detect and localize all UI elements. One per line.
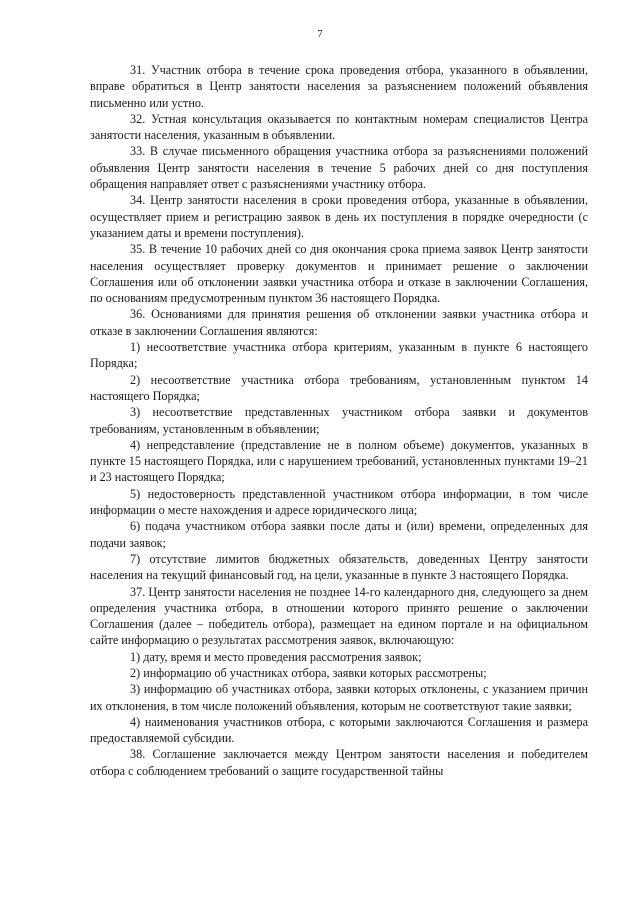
- list-item-37-1: 1) дату, время и место проведения рассмотрения заявок;: [130, 649, 422, 664]
- paragraph-37: 37. Центр занятости населения не позднее 14-го календарного дня, следующего за днем определения участника отбора, в отношении которого принято решение о заключении Соглашения (далее – победитель отбора), размещает на едином портале и на официальном сайте информацию о результатах рассмотрения заявок, включающую:: [90, 584, 588, 648]
- page-number: 7: [317, 28, 323, 40]
- paragraph-31: 31. Участник отбора в течение срока проведения отбора, указанного в объявлении, вправе обратиться в Центр занятости населения за разъяснением положений объявления письменно или устно.: [90, 63, 588, 110]
- list-item-37-2: 2) информацию об участниках отбора, заявки которых рассмотрены;: [130, 665, 487, 680]
- list-item-36-7: 7) отсутствие лимитов бюджетных обязательств, доведенных Центру занятости населения на текущий финансовый год, на цели, указанные в пункте 3 настоящего Порядка.: [90, 551, 588, 583]
- list-item-36-6: 6) подача участником отбора заявки после даты и (или) времени, определенных для подачи заявок;: [90, 519, 588, 550]
- paragraph-36: 36. Основаниями для принятия решения об отклонении заявки участника отбора и отказе в заключении Соглашения являются:: [90, 307, 588, 338]
- paragraph-34: 34. Центр занятости населения в сроки проведения отбора, указанные в объявлении, осуществляет прием и регистрацию заявок в день их поступления в порядке очередности (с указанием даты и времени поступления).: [90, 193, 588, 240]
- paragraph-38: 38. Соглашение заключается между Центром занятости населения и победителем отбора с соблюдением требований о защите государственной тайны: [90, 747, 588, 778]
- paragraph-32: 32. Устная консультация оказывается по контактным номерам специалистов Центра занятости населения, указанным в объявлении.: [90, 111, 588, 143]
- list-item-36-5: 5) недостоверность представленной участником отбора информации, в том числе информации о месте нахождения и адресе юридического лица;: [90, 486, 588, 518]
- paragraph-35: 35. В течение 10 рабочих дней со дня окончания срока приема заявок Центр занятости населения осуществляет проверку документов и принимает решение о заключении Соглашения или об отклонении заявки участника отбора и отказе в заключении Соглашения, по основаниям предусмотренным пунктом 36 настоящего Порядка.: [90, 242, 588, 306]
- list-item-36-2: 2) несоответствие участника отбора требованиям, установленным пунктом 14 настоящего Порядка;: [90, 372, 588, 403]
- list-item-37-3: 3) информацию об участниках отбора, заявки которых отклонены, с указанием причин их отклонения, в том числе положений объявления, которым не соответствуют такие заявки;: [90, 682, 588, 713]
- paragraph-33: 33. В случае письменного обращения участника отбора за разъяснениями положений объявления Центр занятости населения в течение 5 рабочих дней со дня поступления обращения направляет ответ с разъяснениями участнику отбора.: [90, 144, 588, 192]
- document-body: [90, 62, 588, 779]
- list-item-36-1: 1) несоответствие участника отбора критериям, указанным в пункте 6 настоящего Порядка;: [90, 340, 588, 371]
- list-item-36-3: 3) несоответствие представленных участником отбора заявки и документов требованиям, установленным в объявлении;: [90, 405, 588, 436]
- list-item-37-4: 4) наименования участников отбора, с которыми заключаются Соглашения и размера предоставляемой субсидии.: [90, 714, 588, 746]
- list-item-36-4: 4) непредставление (представление не в полном объеме) документов, указанных в пункте 15 настоящего Порядка, или с нарушением требований, установленных пунктами 19–21 и 23 настоящего Порядка;: [90, 437, 588, 485]
